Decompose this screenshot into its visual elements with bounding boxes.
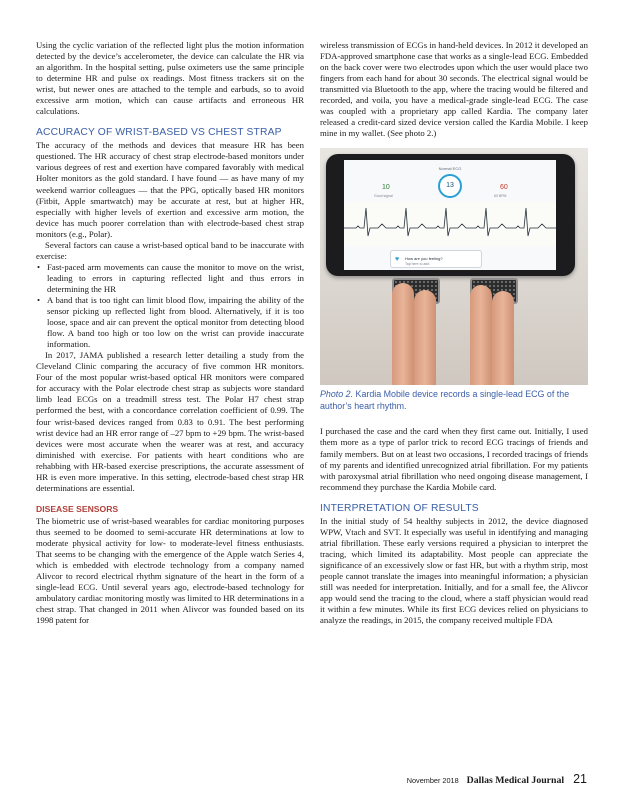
left-index-finger bbox=[392, 283, 414, 385]
continued-paragraph: wireless transmission of ECGs in hand-held devices. In 2012 it developed an FDA-approved smartphone case that works as a single-lead ECG. Embedded on the back cover were two electrodes upon which the user would place two fingers from each hand for about 30 seconds. The electrical signal would be transmitted via Bluetooth to the app, where the tracing would be filtered and recorded, and voila, you have a medical-grade single-lead ECG. The case was coupled with a proprietary app called Kardia. The company later released a credit-card sized device version called the Kardia Mobile. I keep mine in my wallet. (See photo 2.) bbox=[320, 40, 588, 139]
footer-journal-name: Dallas Medical Journal bbox=[466, 775, 565, 786]
left-middle-finger bbox=[414, 290, 436, 385]
right-column bbox=[320, 40, 588, 626]
screen-left-value: 10 bbox=[382, 184, 390, 192]
feeling-prompt-box[interactable] bbox=[390, 250, 482, 268]
purchase-paragraph: I purchased the case and the card when they first came out. Initially, I used them more as a type of parlor trick to record ECG tracings of friends and family members. But on at least two occasions, I recorded tracings of friends of my parents and identified unrecognized atrial fibrillation. For my patients with paroxysmal atrial fibrillation who need ongoing disease management, I recommend they purchase the Kardia Mobile card. bbox=[320, 426, 588, 492]
bullet-item: • A band that is too tight can limit blood flow, impairing the ability of the sensor picking up reflected light from blood. Alternatively, if it is too loose, space and air can prevent the optical monitor from detecting blood flow. A band too high or too low on the wrist can provide inaccurate information. bbox=[36, 295, 304, 350]
caption-label: Photo 2. bbox=[320, 389, 354, 400]
accuracy-paragraph: The accuracy of the methods and devices that measure HR has been questioned. The HR accuracy of chest strap electrode-based monitors under various degrees of rest and exertion have compared favorably with medical Holter monitors as the gold standard. I have found — as have many of my weekend warrior colleagues — that the PPG, optically based HR monitors (Fitbit, Apple smartwatch) may be accurate at rest, but at higher HR, especially with higher levels of exertion and excessive arm motion, the device has much poorer correlation than with electrode-based chest strap monitors (e.g., Polar). bbox=[36, 140, 304, 239]
footer-month: November 2018 bbox=[406, 776, 459, 785]
heading-disease-sensors: DISEASE SENSORS bbox=[36, 503, 119, 514]
caption-text: Kardia Mobile device records a single-lead ECG of the author’s heart rhythm. bbox=[320, 389, 570, 411]
factors-paragraph: Several factors can cause a wrist-based optical band to be inaccurate with exercise: bbox=[36, 239, 304, 261]
disease-paragraph: The biometric use of wrist-based wearables for cardiac monitoring purposes thus seemed to be doomed to semi-accurate HR determinations at low to moderate physical activity for low- to moderate-level fitness enthusiasts. That seems to be changing with the emergence of the Apple watch Series 4, which is embedded with electrode technology from a company named Alivcor to record electrical rhythm signature of the heart in the form of a single-lead ECG. Until several years ago, electrode-based technology for ambulatory cardiac monitoring mostly was limited to HR determinations in a chest strap. That changed in 2011 when Alivcor was founded based on its 1998 patent for bbox=[36, 515, 304, 626]
screen-title: Normal ECG bbox=[438, 166, 462, 172]
phone-screen bbox=[344, 160, 556, 270]
jama-paragraph: In 2017, JAMA published a research letter detailing a study from the Cleveland Clinic comparing the accuracy of five common HR monitors. Four of the most popular wrist-based optical HR monitors were compared for accuracy with the Polar electrode chest strap as subjects wore standard limb lead ECGs on a treadmill stress test. The Polar H7 chest strap performed the best, with a concordance correlation coefficient of 0.99. The four wrist-based devices ranged from 0.83 to 0.91. The best performing wrist device had an HR error range of –27 bpm to +29 bpm. The wrist-based devices were most accurate when the wearer was at rest, and accuracy diminished with exercise. For patients with heart conditions who are rehabbing with HR-based exercise prescriptions, the accurate assessment of HR is even more imperative. In this setting, electrode-based chest strap HR determinations are essential. bbox=[36, 350, 304, 493]
bullet-item: • Fast-paced arm movements can cause the monitor to move on the wrist, leading to errors in capturing reflected light and thus errors in determining the HR bbox=[36, 262, 304, 295]
intro-paragraph: Using the cyclic variation of the reflected light plus the motion information detected by the device’s accelerometer, the device can calculate the HR via an algorithm. In the hospital setting, pulse oximeters use the same principle to determine HR and pulse ox readings. Most fitness trackers sit on the wrist, but newer ones are attached to the temple and earbuds, so to avoid excessive arm motion, which can cause artifacts and erroneous HR calculations. bbox=[36, 40, 304, 117]
screen-right-value: 60 bbox=[500, 184, 508, 192]
left-column bbox=[36, 40, 304, 626]
screen-center-value: 13 bbox=[446, 182, 454, 190]
screen-prompt-sub: Tap here to add bbox=[405, 262, 430, 267]
screen-right-label: 60 BPM bbox=[494, 194, 507, 199]
photo-kardia-device bbox=[320, 148, 588, 385]
interpretation-paragraph: In the initial study of 54 healthy subjects in 2012, the device diagnosed WPW, Vtach and SVT. It especially was useful in identifying and managing atrial fibrillation. These early versions required a physician to interpret the tracing, which limited its adaptability. Most people can appreciate the significance of an excessively slow or fast HR, but with a rhythm strip, most people cannot translate the images into meaningful information; a physician still was needed for interpretation. Initially, and for a small fee, the Alivcor app would send the tracing to the cloud, where a staff physician would read it within a few minutes. While its first ECG devices relied on physicians to analyze the readings, in 2015, the company received multiple FDA bbox=[320, 515, 588, 626]
heading-interpretation: INTERPRETATION OF RESULTS bbox=[320, 502, 479, 514]
ecg-trace bbox=[344, 202, 556, 246]
right-index-finger bbox=[470, 285, 492, 385]
smartphone bbox=[326, 154, 575, 276]
heading-accuracy: ACCURACY OF WRIST-BASED VS CHEST STRAP bbox=[36, 127, 282, 139]
right-middle-finger bbox=[492, 291, 514, 385]
screen-prompt: How are you feeling? bbox=[405, 256, 443, 262]
factors-list bbox=[36, 262, 304, 350]
screen-left-label: Good signal bbox=[374, 194, 393, 199]
heart-icon: ♥ bbox=[395, 256, 400, 264]
photo-caption bbox=[320, 389, 588, 412]
page-number: 21 bbox=[573, 772, 587, 786]
page-footer bbox=[407, 770, 587, 788]
